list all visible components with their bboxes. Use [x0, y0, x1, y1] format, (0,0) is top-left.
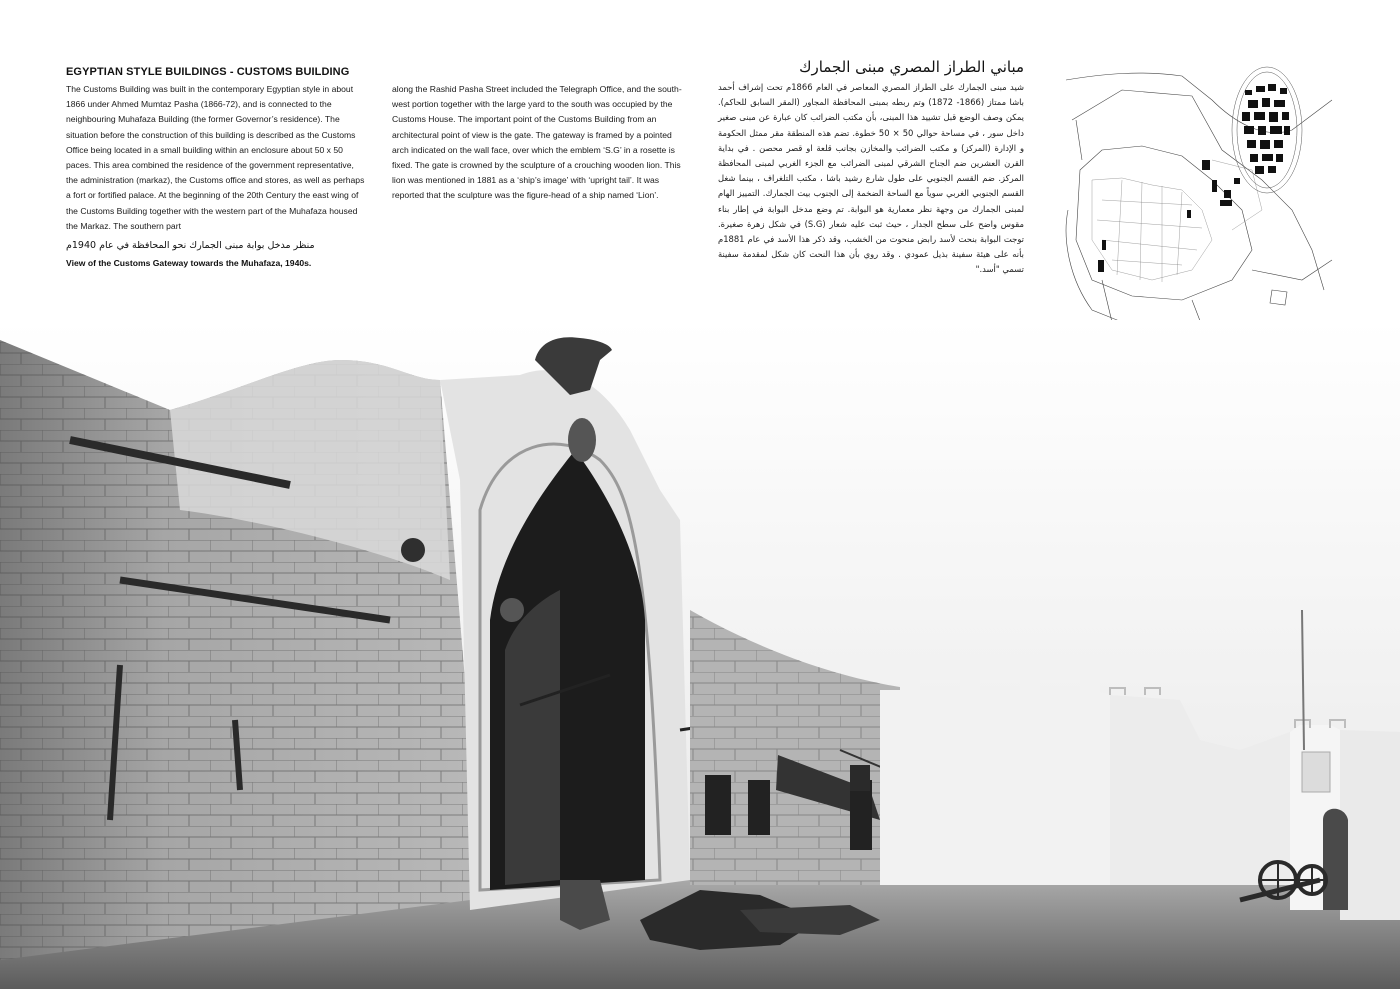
english-text-column-2: along the Rashid Pasha Street included the Telegraph Office, and the south-west portion together with the large yard to the south was occupied by the Customs House. The important point of the Customs Building from an architectural point of view is the gate. The gateway is framed by a pointed arch indicated on the wall face, over which the emblem ‘S.G’ in a rosette is fixed. The gate is crowned by the sculpture of a crouching wooden lion. This lion was mentioned in 1881 as a ‘ship’s image’ with ‘upright tail’. It was reported that the sculpture was the figure-head of a ship named ‘Lion’. — [392, 84, 682, 201]
arabic-text-body: شيد مبنى الجمارك على الطراز المصري المعاصر في العام 1866م تحت إشراف أحمد باشا ممتاز (1866- 1872) وتم ربطه بمبنى المحافظة المجاور (المقر السابق للحاكم). يمكن وصف الوضع قبل تشييد هذا المبنى، بأن مكتب الضرائب كان عبارة عن مبنى صغير داخل سور ، في مساحة حوالي 50 × 50 خطوة. تضم هذه المنطقة مقر ممثل الحكومة و الإدارة (المركز) و مكتب الضرائب والمخازن بجانب قلعة او قصر محصن . في بداية القرن العشرين ضم الجناح الشرقي لمبنى الضرائب مع الجزء الغربي لمبنى المحافظة المركز. ضم القسم الجنوبي على طول شارع رشيد باشا ، مكتب التلغراف ، بينما شغل القسم الجنوبي الغربي سوياً مع الساحة الضخمة إلى الجنوب بيت الجمارك. التمييز الهام لمبنى الجمارك من وجهة نظر معمارية هو البوابة. تم وضع مدخل البوابة في إطار بناء مقوس واضح على سطح الجدار ، حيث ثبت عليه شعار (S.G) في شكل زهرة صغيرة. توجت البوابة بنحت لأسد رابض منحوت من الخشب، وقد ذكر هذا الأسد في عام 1881م بأنه على هيئة سفينة بذيل عمودي . وقد روي بأن هذا النحت كان شكل لمقدمة سفينة تسمي "أسد." — [718, 82, 1024, 275]
page-heading: EGYPTIAN STYLE BUILDINGS - CUSTOMS BUILDING — [66, 66, 350, 78]
arabic-title: مباني الطراز المصري مبنى الجمارك — [799, 58, 1024, 76]
customs-gateway-photograph — [0, 320, 1400, 989]
photo-caption-arabic: منظر مدخل بوابة مبنى الجمارك نحو المحافظة في عام 1940م — [66, 240, 315, 251]
site-map-drawing — [1062, 60, 1338, 330]
english-text-column-1: The Customs Building was built in the contemporary Egyptian style in about 1866 under Ahmed Mumtaz Pasha (1866-72), and is connected to the neighbouring Muhafaza Building (the former Governor’s residence). The situation before the construction of this building is described as the Customs Office being located in a small building within an enclosure about 50 x 50 paces. This area combined the residence of the government representative, the administration (markaz), the Customs office and stores, as well as perhaps a fort or fortified palace. At the beginning of the 20th Century the east wing of the Customs Building together with the western part of the Muhafaza housed the Markaz. The southern part — [66, 84, 365, 231]
photo-caption-english: View of the Customs Gateway towards the Muhafaza, 1940s. — [66, 258, 312, 268]
